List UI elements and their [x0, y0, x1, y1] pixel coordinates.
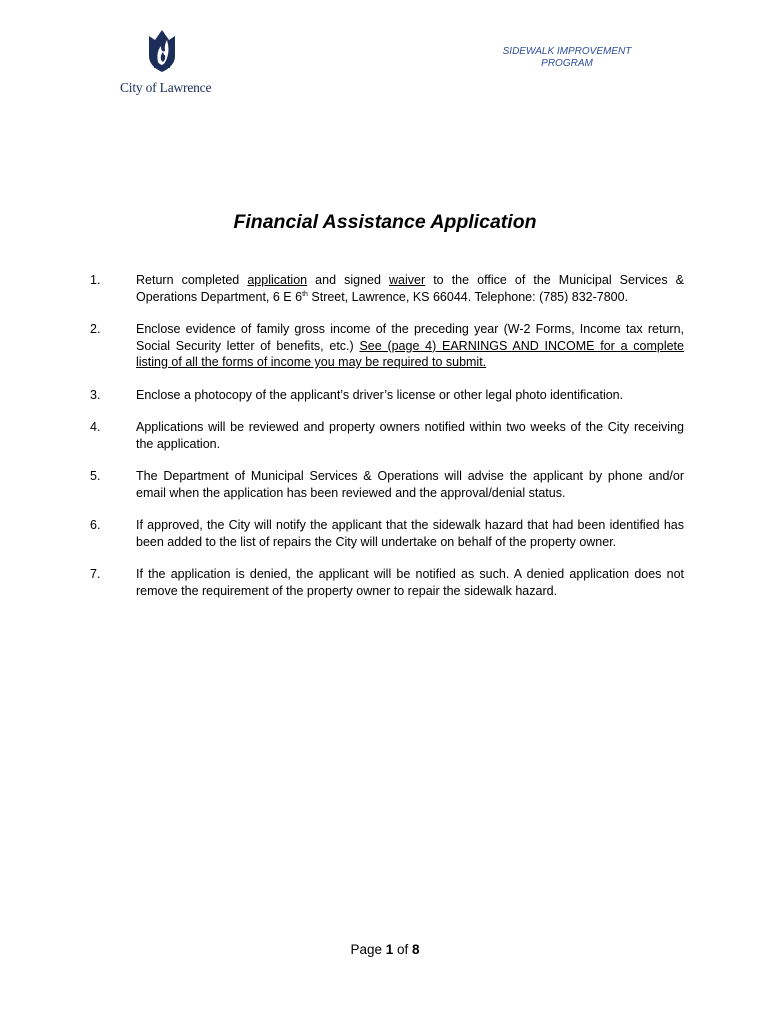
page-label: Page [350, 942, 386, 957]
superscript: th [302, 290, 308, 298]
list-item [90, 387, 684, 404]
logo-text: City of Lawrence [120, 80, 212, 95]
page-current: 1 [385, 942, 394, 957]
item-text: Return completed [136, 273, 248, 287]
instruction-list [90, 272, 684, 615]
item-text: Applications will be reviewed and property owners notified within two weeks of the City receiving the application. [136, 420, 684, 451]
item-text: to the office of the Municipal Services & Operations Department, 6 E 6 [136, 273, 685, 304]
item-text: If approved, the City will notify the applicant that the sidewalk hazard that had been identified has been added to the list of repairs the City will undertake on behalf of the property owner. [136, 518, 684, 549]
earnings-income-reference: See (page 4) EARNINGS AND INCOME for a complete listing of all the forms of income you may be required to submit. [136, 338, 684, 369]
item-number: 3. [90, 387, 101, 402]
list-item [90, 468, 684, 501]
item-number: 2. [90, 322, 101, 336]
page-number [0, 942, 770, 957]
item-text: Enclose evidence of family gross income of the preceding year (W-2 Forms, Income tax return, Social Security letter of benefits, etc.) [136, 322, 684, 353]
page-of-label: of [393, 942, 413, 957]
item-text: Enclose a photocopy of the applicant’s driver’s license or other legal photo identification. [136, 387, 624, 402]
city-emblem-icon [146, 26, 178, 74]
list-item [90, 517, 684, 550]
item-number: 6. [90, 518, 101, 532]
list-item [90, 272, 684, 305]
waiver-link[interactable]: waiver [389, 273, 426, 287]
item-number: 4. [90, 420, 101, 434]
item-text: Street, Lawrence, KS 66044. Telephone: (785) 832-7800. [307, 289, 629, 304]
item-text: If the application is denied, the applicant will be notified as such. A denied application does not remove the requirement of the property owner to repair the sidewalk hazard. [136, 567, 684, 598]
item-text: The Department of Municipal Services & Operations will advise the applicant by phone and/or email when the application has been reviewed and the approval/denial status. [136, 469, 684, 500]
item-number: 5. [90, 469, 101, 483]
page-total: 8 [412, 942, 420, 957]
list-item [90, 419, 684, 452]
list-item [90, 566, 684, 599]
program-line-1: SIDEWALK IMPROVEMENT [502, 46, 632, 57]
list-item [90, 321, 684, 371]
program-line-2: PROGRAM [541, 58, 593, 69]
application-link[interactable]: application [247, 273, 308, 287]
item-number: 1. [90, 273, 101, 287]
page-title: Financial Assistance Application [233, 211, 537, 233]
program-name [492, 46, 642, 70]
item-number: 7. [90, 567, 101, 581]
item-text: and signed [307, 273, 390, 287]
city-logo [116, 26, 216, 100]
